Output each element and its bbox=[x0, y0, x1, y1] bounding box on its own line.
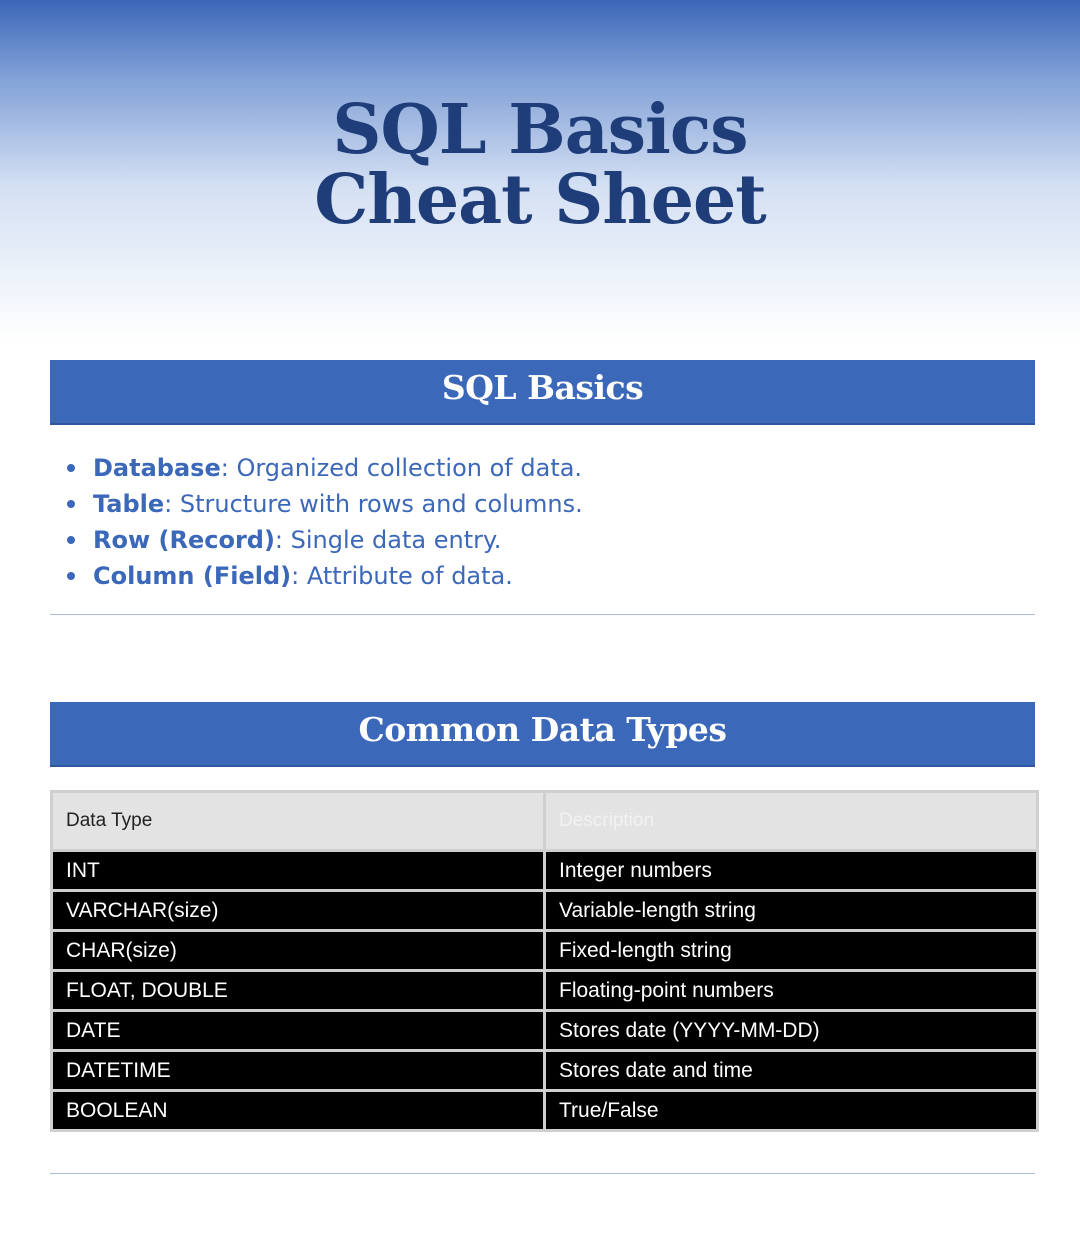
list-item-term: Table bbox=[93, 490, 165, 518]
description-cell: Fixed-length string bbox=[545, 931, 1038, 971]
description-cell: Stores date (YYYY-MM-DD) bbox=[545, 1011, 1038, 1051]
description-cell: True/False bbox=[545, 1091, 1038, 1131]
data-type-cell: INT bbox=[52, 851, 545, 891]
description-cell: Floating-point numbers bbox=[545, 971, 1038, 1011]
page-title-line-1: SQL Basics bbox=[332, 90, 748, 170]
data-type-cell: DATETIME bbox=[52, 1051, 545, 1091]
data-type-cell: FLOAT, DOUBLE bbox=[52, 971, 545, 1011]
list-item-term: Column (Field) bbox=[93, 562, 292, 590]
table-row bbox=[52, 891, 1038, 931]
section-divider bbox=[50, 614, 1035, 615]
table-row bbox=[52, 931, 1038, 971]
table-row bbox=[52, 1011, 1038, 1051]
list-item bbox=[64, 450, 1024, 486]
table-header-row bbox=[52, 792, 1038, 851]
list-item-definition: : Attribute of data. bbox=[291, 562, 513, 590]
bullet-icon bbox=[67, 500, 75, 508]
description-cell: Stores date and time bbox=[545, 1051, 1038, 1091]
list-item-definition: : Single data entry. bbox=[274, 526, 502, 554]
data-type-cell: BOOLEAN bbox=[52, 1091, 545, 1131]
table-row bbox=[52, 851, 1038, 891]
data-types-table bbox=[50, 790, 1039, 1132]
description-cell: Variable-length string bbox=[545, 891, 1038, 931]
column-header-description: Description bbox=[545, 792, 1038, 851]
table-row bbox=[52, 1091, 1038, 1131]
description-cell: Integer numbers bbox=[545, 851, 1038, 891]
section-heading-sql-basics: SQL Basics bbox=[50, 360, 1035, 425]
section-heading-common-data-types: Common Data Types bbox=[50, 702, 1035, 767]
bullet-icon bbox=[67, 572, 75, 580]
data-type-cell: CHAR(size) bbox=[52, 931, 545, 971]
data-type-cell: DATE bbox=[52, 1011, 545, 1051]
page-title-line-2: Cheat Sheet bbox=[314, 160, 766, 240]
list-item bbox=[64, 486, 1024, 522]
list-item bbox=[64, 558, 1024, 594]
section-divider bbox=[50, 1173, 1035, 1174]
column-header-data-type: Data Type bbox=[52, 792, 545, 851]
table-row bbox=[52, 971, 1038, 1011]
list-item-definition: : Structure with rows and columns. bbox=[164, 490, 583, 518]
sql-basics-list bbox=[64, 450, 1024, 594]
list-item-term: Database bbox=[93, 454, 221, 482]
table-row bbox=[52, 1051, 1038, 1091]
data-type-cell: VARCHAR(size) bbox=[52, 891, 545, 931]
list-item-definition: : Organized collection of data. bbox=[220, 454, 583, 482]
list-item-term: Row (Record) bbox=[93, 526, 275, 554]
list-item bbox=[64, 522, 1024, 558]
bullet-icon bbox=[67, 464, 75, 472]
bullet-icon bbox=[67, 536, 75, 544]
